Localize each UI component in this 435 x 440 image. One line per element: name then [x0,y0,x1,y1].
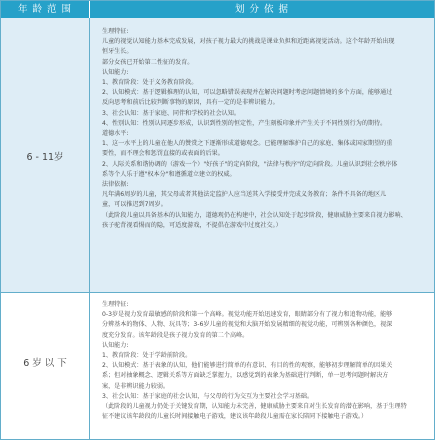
basis-line: 凡年满6周岁的儿童，其父母或者其他法定监护人应当送其入学接受并完成义务教育；条件不具备的地区儿 [102,191,387,199]
basis-line: 系；但对抽象概念、逻辑关系等方面缺乏掌握力，以感觉到的表象为基础进行判断，单一思考问题时解决方 [102,372,389,380]
row-divider [1,292,434,293]
basis-line: 度充分发育。该年龄段是孩子视力发育的第二个高峰。 [102,331,249,339]
basis-line: 道德水平: [102,130,129,138]
basis-cell [102,27,429,231]
basis-line: 征不建议该年龄段的儿童长时间接触电子游戏，建议该年龄段儿童需在家长陪同下接触电子游戏。） [102,413,368,421]
basis-line: 1、这一水平上的儿童在他人的赞赏之下逐渐形成道德观念。已能理解维护自己的家庭、集体或国家期望的重 [102,140,393,148]
basis-line: 生理特征: [102,301,129,308]
header-age-range: 年 龄 范 围 [1,1,89,18]
basis-line: 2、认知模式：基于逻辑推理的认知，可以忽略错误表现并在解决问题时考虑问题情境的多个方面，能够通过 [102,89,393,97]
basis-line: 要性，而不理会和惩罚直接的或表面的后果。 [102,150,224,158]
basis-line: 3、社会认知：基于家庭的社会认知，与父母的行为交互为主要社会学习基础。 [102,392,314,400]
basis-line: 1、教育阶段：处于义务教育阶段。 [102,79,198,87]
column-divider [89,18,90,439]
basis-line: 反向思考和前后比较判断事物的原因，具有一定的是非辨识能力。 [102,99,279,107]
header-basis: 划 分 依 据 [90,1,434,18]
basis-line: 系等个人乐于遵"权本分"和遵循道立建立的权威。 [102,170,236,178]
basis-line: 1、教育阶段：处于学龄前阶段。 [102,352,192,360]
basis-line: （此阶段的儿童视力仍处于关键发育期，认知能力未完善，健康威胁主要来自对生长发育的潜在影响，基于生理特 [102,403,407,411]
basis-line: 童，可以推迟到7周岁。 [102,201,167,209]
basis-line: 生理特征: [102,28,129,35]
age-cell: 6 岁 以 下 [23,358,67,369]
basis-line: 孩子驼背视看惕而的隐，可适度游戏，不提倡在游戏中过度社交。） [102,221,282,229]
basis-line: 0-3岁是视力发育最敏感的阶段和第一个高峰。视觉功能开始迅速发育，眼睛部分有了视力和追物功能，能够 [102,311,393,319]
basis-line: 案，是非辨识能力较弱。 [102,382,170,390]
basis-cell [102,300,429,422]
age-cell: 6 - 11岁 [26,152,64,163]
basis-line: 3、社会认知：基于家庭、同伴和学校的社会认知。 [102,109,240,117]
basis-line: 认知能力: [102,68,129,76]
basis-line: 部分女孩已开始第二性征的发育。 [102,58,194,66]
basis-line: （此阶段儿童以具备基本的认知能力，道德观仍在构建中，社会认知处于起步阶段，健康威胁主要来自视力影响、 [102,211,407,219]
basis-line: 2、认知模式：基于表象的认知，他们能够进行简单的有意识、有目的性的观察，能够初步理解简单的因果关 [102,362,393,370]
basis-line: 2、人际关系和谐协调的（游戏一个）"好孩子"的定向阶段，"法律与秩序"的定向阶段。儿童认识到社会秩序体 [102,160,398,168]
basis-line: 恒牙生长。 [102,48,133,56]
basis-line: 分辨基本的物体、人物、玩具等；3-6岁儿童的视觉和大脑开始发展精细的视觉功能，可辨别各种颜色，视深 [102,321,393,329]
basis-line: 认知能力: [102,341,129,349]
basis-line: 法律依据: [102,181,129,189]
basis-line: 儿童的视觉认知能力基本完成发展，对孩子视力最大的挑战是课业负担和近距离视觉活动。这个年龄开始出现 [102,38,395,46]
basis-line: 4、性别认知：性别认同逐步形成，认识到性别的恒定性，产生刻板印象并产生关于不同性别行为的期待。 [102,119,387,127]
